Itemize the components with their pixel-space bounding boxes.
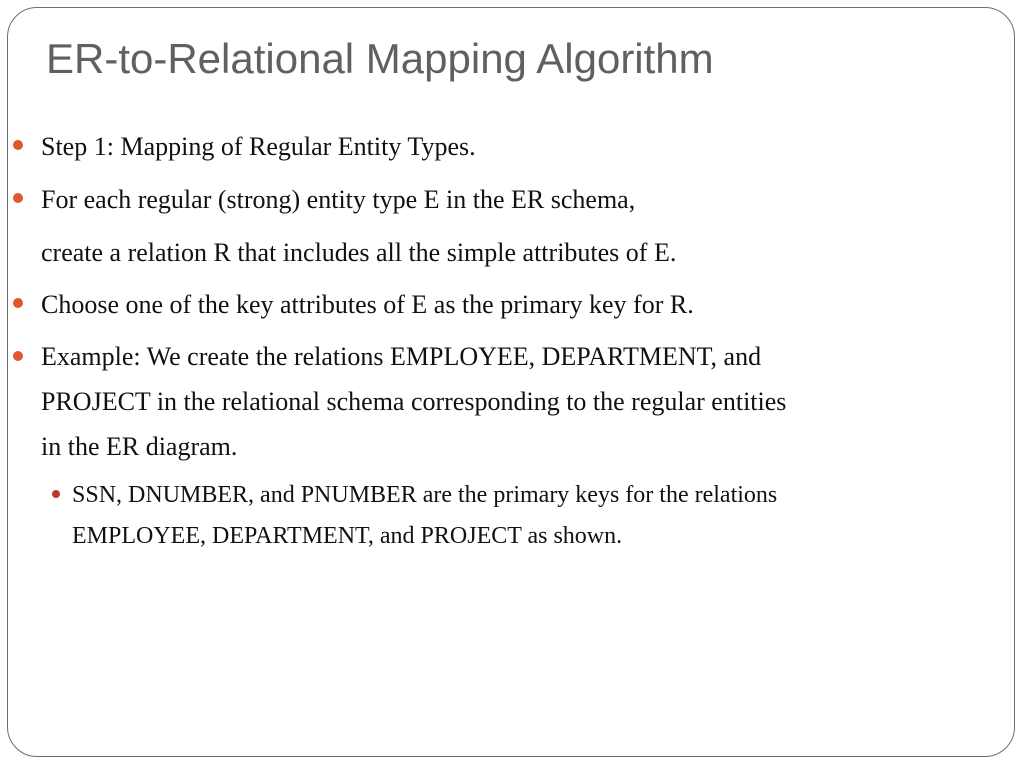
slide-title: ER-to-Relational Mapping Algorithm [46,35,714,82]
bullet-text-step1: Step 1: Mapping of Regular Entity Types. [41,132,476,161]
sub-bullet-text: SSN, DNUMBER, and PNUMBER are the primary keys for the relations [72,482,778,508]
bullet-dot-icon [13,193,23,203]
bullet-text-example: Example: We create the relations EMPLOYEE, DEPARTMENT, and [41,342,762,371]
bullet-dot-icon [13,351,23,361]
sub-bullet-dot-icon [52,490,60,498]
bullet-text-example-cont2: in the ER diagram. [41,432,238,461]
bullet-text-example-cont1: PROJECT in the relational schema corresponding to the regular entities [41,387,787,416]
sub-bullet-text-cont: EMPLOYEE, DEPARTMENT, and PROJECT as shown. [72,523,623,549]
bullet-dot-icon [13,298,23,308]
bullet-dot-icon [13,140,23,150]
bullet-text-foreach-cont: create a relation R that includes all the simple attributes of E. [41,238,677,267]
bullet-text-choose: Choose one of the key attributes of E as the primary key for R. [41,290,694,319]
bullet-text-foreach: For each regular (strong) entity type E in the ER schema, [41,185,636,214]
